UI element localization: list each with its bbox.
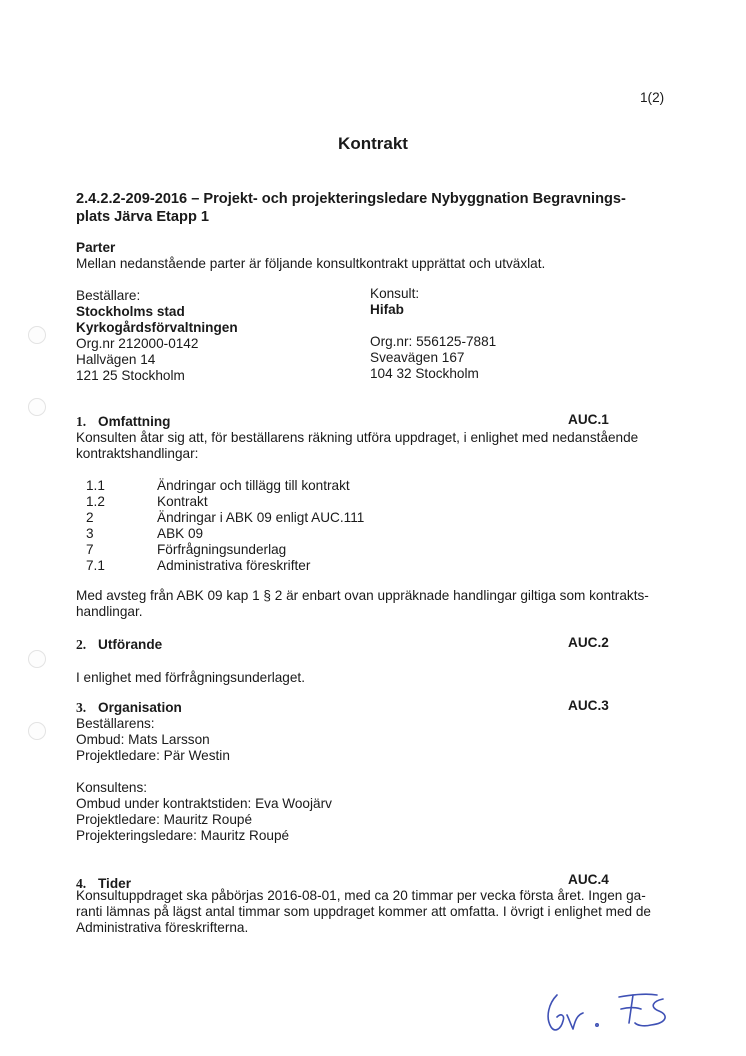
section-1-code: AUC.1	[568, 412, 609, 427]
handwritten-initials	[535, 985, 685, 1045]
list-item	[86, 542, 406, 558]
document-title: Kontrakt	[338, 134, 408, 153]
list-item-text: Administrativa föreskrifter	[157, 558, 311, 573]
org-line: Konsultens:	[76, 780, 148, 795]
bestallare-orgnr: Org.nr 212000-0142	[76, 336, 199, 351]
bestallare-city: 121 25 Stockholm	[76, 368, 185, 383]
section-3-title: Organisation	[98, 700, 182, 715]
list-item-text: ABK 09	[157, 526, 204, 541]
org-line: Projektledare: Pär Westin	[76, 748, 230, 763]
section-1-heading	[76, 414, 171, 430]
contract-heading	[76, 190, 626, 226]
section-1-outro: Med avsteg från ABK 09 kap 1 § 2 är enbart ovan uppräknade handlingar giltiga som kontrakts-	[76, 588, 649, 603]
konsult-city: 104 32 Stockholm	[370, 366, 479, 381]
section-3-code: AUC.3	[568, 698, 609, 713]
section-2-title: Utförande	[98, 637, 163, 652]
org-line: Beställarens:	[76, 716, 155, 731]
list-item-number: 7	[86, 542, 94, 557]
list-item-number: 2	[86, 510, 94, 525]
section-2-number: 2.	[76, 637, 87, 652]
section-3-client-org	[76, 716, 230, 764]
list-item-text: Ändringar i ABK 09 enligt AUC.111	[157, 510, 365, 525]
list-item	[86, 510, 406, 526]
konsult-orgnr: Org.nr: 556125-7881	[370, 334, 497, 349]
list-item-text: Förfrågningsunderlag	[157, 542, 287, 557]
list-item	[86, 558, 406, 574]
contract-heading-line: 2.4.2.2-209-2016 – Projekt- och projekteringsledare Nybyggnation Begravnings-	[76, 191, 626, 207]
section-1-number: 1.	[76, 414, 87, 429]
list-item	[86, 526, 406, 542]
section-4-line: Konsultuppdraget ska påbörjas 2016-08-01, med ca 20 timmar per vecka första året. Ingen ga-	[76, 888, 646, 903]
list-item-text: Ändringar och tillägg till kontrakt	[157, 478, 350, 493]
konsult-block	[370, 286, 419, 318]
bestallare-block	[76, 288, 238, 384]
list-item-number: 7.1	[86, 558, 105, 573]
section-4-line: Administrativa föreskrifterna.	[76, 920, 249, 935]
section-4-title: Tider	[98, 876, 131, 891]
parter-label: Parter	[76, 240, 116, 255]
page-number: 1(2)	[640, 90, 665, 105]
section-1-title: Omfattning	[98, 414, 171, 429]
section-2-heading	[76, 637, 162, 653]
punch-hole	[28, 722, 46, 740]
org-line: Projektledare: Mauritz Roupé	[76, 812, 253, 827]
parter-text: Mellan nedanstående parter är följande konsultkontrakt upprättat och utväxlat.	[76, 256, 546, 271]
bestallare-label: Beställare:	[76, 288, 141, 303]
konsult-label: Konsult:	[370, 286, 420, 301]
list-item-number: 3	[86, 526, 94, 541]
section-1-intro: kontraktshandlingar:	[76, 446, 199, 461]
list-item-number: 1.2	[86, 494, 105, 509]
section-4-line: ranti lämnas på lägst antal timmar som uppdraget kommer att omfatta. I övrigt i enlighet med de	[76, 904, 651, 919]
section-3-number: 3.	[76, 700, 87, 715]
section-4-text	[76, 888, 651, 936]
bestallare-name: Stockholms stad	[76, 304, 185, 319]
punch-hole	[28, 398, 46, 416]
list-item-number: 1.1	[86, 478, 105, 493]
section-1-outro: handlingar.	[76, 604, 143, 619]
konsult-contact	[370, 334, 496, 382]
punch-hole	[28, 650, 46, 668]
bestallare-department: Kyrkogårdsförvaltningen	[76, 320, 238, 335]
section-1-intro: Konsulten åtar sig att, för beställarens räkning utföra uppdraget, i enlighet med nedanstående	[76, 430, 639, 445]
konsult-address: Sveavägen 167	[370, 350, 465, 365]
org-line: Ombud under kontraktstiden: Eva Woojärv	[76, 796, 332, 811]
list-item	[86, 478, 406, 494]
punch-hole	[28, 326, 46, 344]
section-4-number: 4.	[76, 876, 87, 891]
section-2-code: AUC.2	[568, 635, 609, 650]
section-2-text: I enlighet med förfrågningsunderlaget.	[76, 670, 305, 685]
org-line: Projekteringsledare: Mauritz Roupé	[76, 828, 290, 843]
contract-heading-line: plats Järva Etapp 1	[76, 209, 210, 225]
konsult-name: Hifab	[370, 302, 404, 317]
section-3-consultant-org	[76, 780, 332, 844]
section-3-heading	[76, 700, 182, 716]
org-line: Ombud: Mats Larsson	[76, 732, 210, 747]
section-4-code: AUC.4	[568, 872, 609, 887]
bestallare-address: Hallvägen 14	[76, 352, 156, 367]
list-item-text: Kontrakt	[157, 494, 208, 509]
list-item	[86, 494, 406, 510]
